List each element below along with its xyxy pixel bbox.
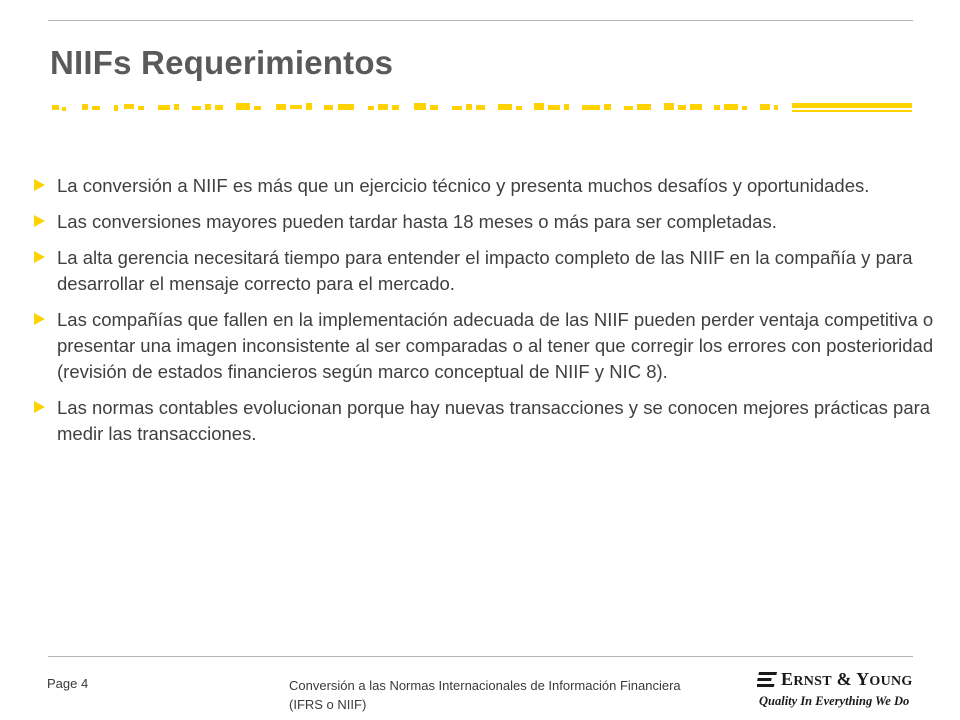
bullet-arrow-icon (34, 215, 45, 227)
ey-logo-mark-icon (757, 672, 779, 688)
ernst-young-logo (757, 666, 917, 716)
list-item (34, 173, 959, 199)
bullet-arrow-icon (34, 313, 45, 325)
list-item (34, 245, 959, 297)
logo-tagline: Quality In Everything We Do (759, 694, 910, 708)
bullet-list (34, 173, 959, 457)
bullet-text: Las normas contables evolucionan porque hay nuevas transacciones y se conocen mejores prácticas para medir las transacciones. (57, 397, 931, 444)
logo-brand-name: ERNST & YOUNG (781, 669, 913, 689)
list-item (34, 209, 959, 235)
bullet-text: La conversión a NIIF es más que un ejercicio técnico y presenta muchos desafíos y oportunidades. (57, 175, 870, 196)
bullet-text: La alta gerencia necesitará tiempo para entender el impacto completo de las NIIF en la compañía y para desarrollar el mensaje correcto para el mercado. (57, 247, 913, 294)
bullet-text: Las conversiones mayores pueden tardar hasta 18 meses o más para ser completadas. (57, 211, 777, 232)
title-underline-decoration (52, 100, 912, 116)
bullet-arrow-icon (34, 401, 45, 413)
top-divider (48, 20, 913, 21)
list-item (34, 307, 959, 385)
bullet-arrow-icon (34, 179, 45, 191)
bottom-divider (48, 656, 913, 657)
footer-caption: Conversión a las Normas Internacionales de Información Financiera (IFRS o NIIF) (289, 678, 681, 712)
bullet-text: Las compañías que fallen en la implementación adecuada de las NIIF pueden perder ventaja competitiva o presentar una imagen inconsistente al ser comparadas o al tener que corregir los errores con posterioridad (revisión de estados financieros según marco conceptual de NIIF y NIC 8). (57, 309, 934, 382)
page-number: Page 4 (47, 676, 89, 691)
list-item (34, 395, 959, 447)
bullet-arrow-icon (34, 251, 45, 263)
slide-title: NIIFs Requerimientos (50, 44, 394, 81)
